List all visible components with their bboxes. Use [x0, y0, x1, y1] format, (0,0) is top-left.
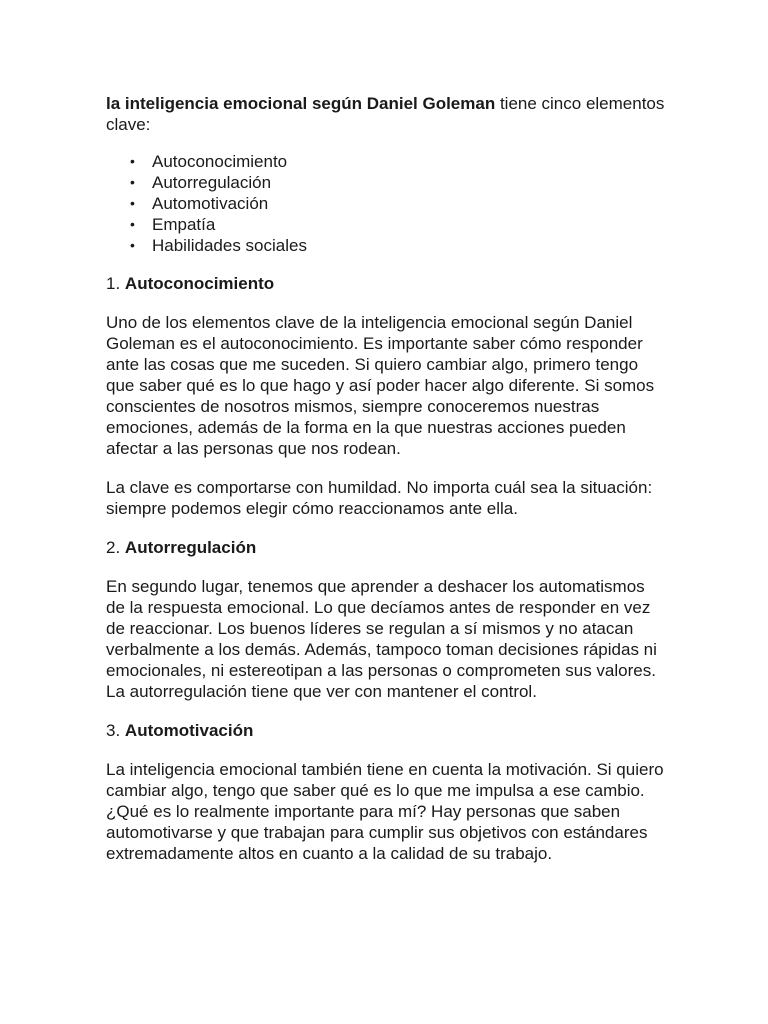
bullet-icon: •: [130, 174, 135, 190]
section-number: 3.: [106, 721, 121, 740]
list-item-label: Empatía: [152, 215, 216, 234]
section-number: 1.: [106, 274, 121, 293]
list-item: [106, 172, 666, 193]
section-heading-autorregulacion: [106, 537, 666, 558]
body-paragraph: En segundo lugar, tenemos que aprender a deshacer los automatismos de la respuesta emocional. Lo que decíamos antes de responder en vez de reaccionar. Los buenos líderes se regulan a sí mismos y no atacan verbalmente a los demás. Además, tampoco toman decisiones rápidas ni emocionales, ni estereotipan a las personas o comprometen sus valores. La autorregulación tiene que ver con mantener el control.: [106, 577, 657, 701]
list-item: [106, 151, 666, 172]
list-item-label: Automotivación: [152, 194, 269, 213]
bullet-icon: •: [130, 195, 135, 211]
elements-list: [106, 151, 666, 256]
body-paragraph: La clave es comportarse con humildad. No importa cuál sea la situación: siempre podemos elegir cómo reaccionamos ante ella.: [106, 478, 653, 518]
list-item: [106, 235, 666, 256]
list-item-label: Habilidades sociales: [152, 236, 307, 255]
bullet-icon: •: [130, 216, 135, 232]
intro-rest-text: tiene cinco elementos clave:: [106, 94, 665, 134]
section-heading-autoconocimiento: [106, 273, 666, 294]
bullet-icon: •: [130, 153, 135, 169]
document-body: [106, 93, 666, 882]
section-title: Automotivación: [124, 721, 254, 740]
list-item-label: Autorregulación: [152, 173, 272, 192]
bullet-icon: •: [130, 237, 135, 253]
section-heading-automotivacion: [106, 720, 666, 741]
section-number: 2.: [106, 538, 121, 557]
intro-bold-text: la inteligencia emocional según Daniel Goleman: [106, 94, 496, 113]
section-title: Autorregulación: [124, 538, 257, 557]
intro-paragraph: [106, 93, 666, 135]
body-paragraph: La inteligencia emocional también tiene en cuenta la motivación. Si quiero cambiar algo, tengo que saber qué es lo que me impulsa a ese cambio. ¿Qué es lo realmente importante para mí? Hay personas que saben automotivarse y que trabajan para cumplir sus objetivos con estándares extremadamente altos en cuanto a la calidad de su trabajo.: [106, 760, 664, 863]
body-paragraph: Uno de los elementos clave de la inteligencia emocional según Daniel Goleman es el autoconocimiento. Es importante saber cómo responder ante las cosas que me suceden. Si quiero cambiar algo, primero tengo que saber qué es lo que hago y así poder hacer algo diferente. Si somos conscientes de nosotros mismos, siempre conoceremos nuestras emociones, además de la forma en la que nuestras acciones pueden afectar a las personas que nos rodean.: [106, 313, 655, 458]
section-title: Autoconocimiento: [124, 274, 275, 293]
list-item: [106, 193, 666, 214]
list-item: [106, 214, 666, 235]
list-item-label: Autoconocimiento: [152, 152, 288, 171]
